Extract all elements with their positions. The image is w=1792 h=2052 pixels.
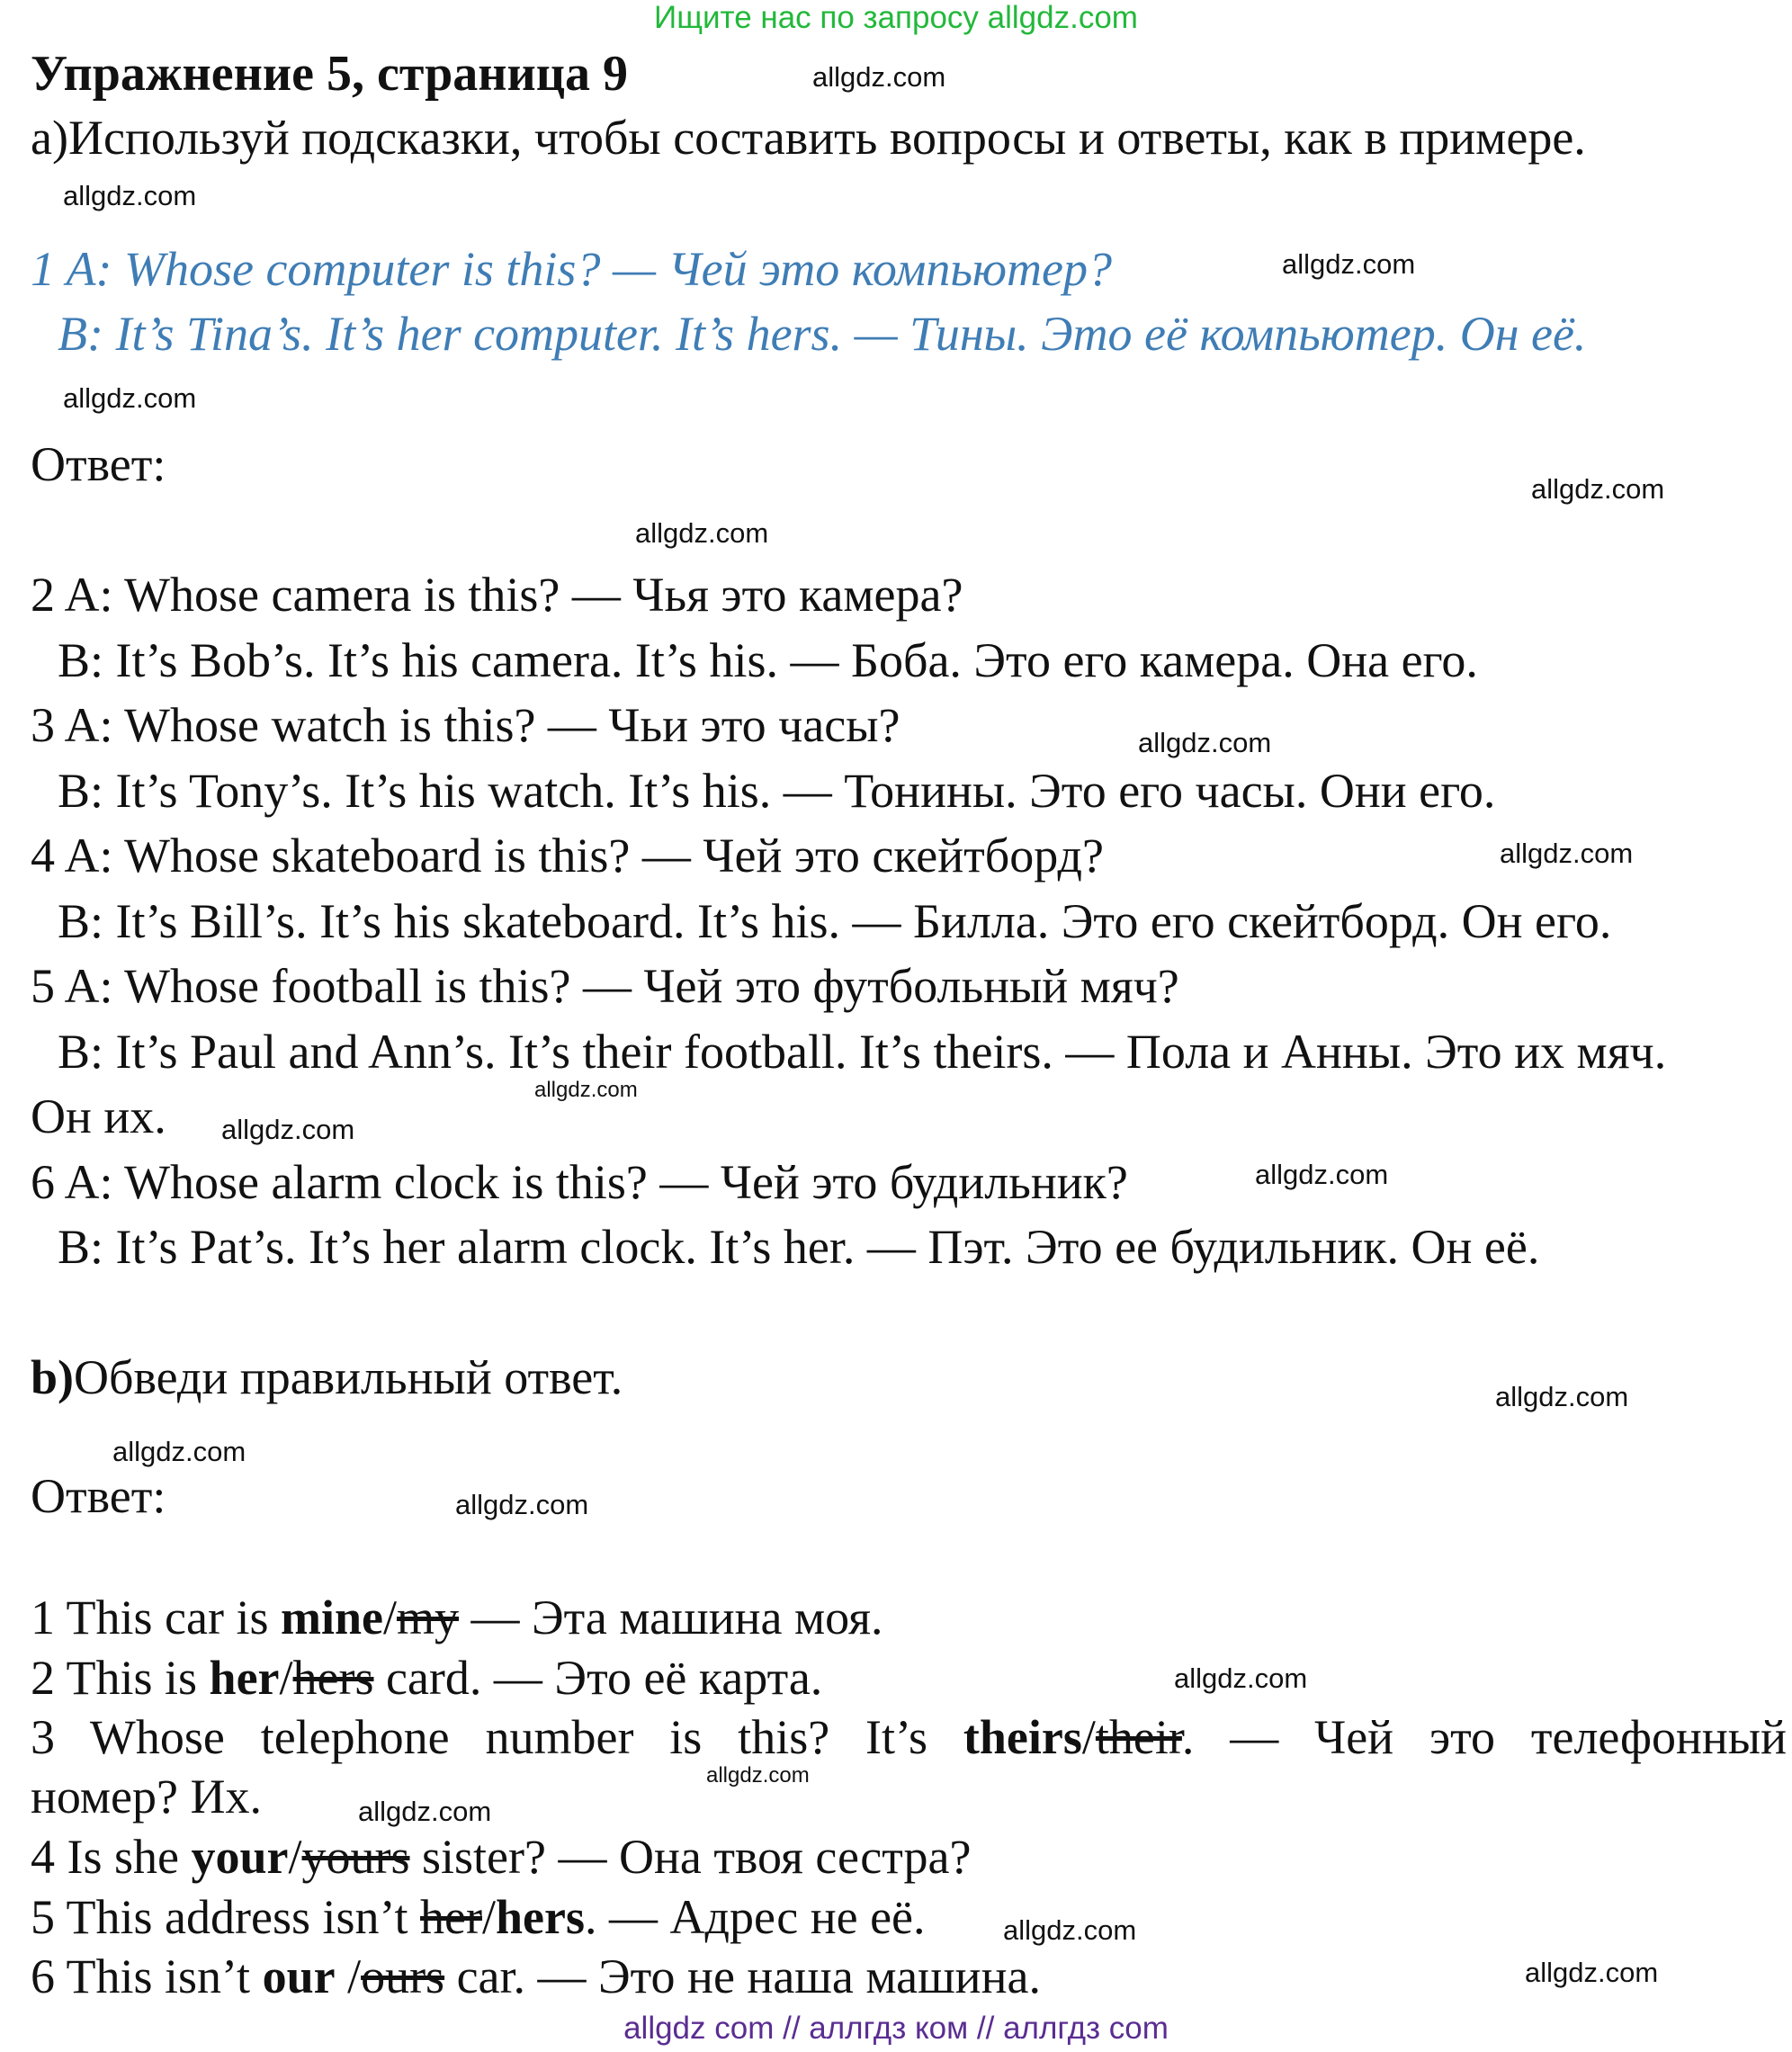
task-b-text: Обведи правильный ответ. bbox=[74, 1350, 623, 1404]
task-a-instruction: a)Используй подсказки, чтобы составить вопросы и ответы, как в примере. bbox=[31, 111, 1586, 165]
task-b-label: b) bbox=[31, 1350, 75, 1404]
correct-choice: mine bbox=[280, 1591, 383, 1644]
watermark: allgdz.com bbox=[63, 180, 197, 211]
task-b-instruction bbox=[31, 1349, 623, 1405]
watermark: allgdz.com bbox=[63, 382, 197, 414]
answer-b-4: 4 Is she your/yours sister? — Она твоя сестра? bbox=[31, 1830, 972, 1884]
wrong-choice: ours bbox=[361, 1949, 445, 2003]
answer-a-3b: B: It’s Tony’s. It’s his watch. It’s his. — Тонины. Это его часы. Они его. bbox=[58, 764, 1496, 818]
footer-watermark[interactable]: allgdz com // аллгдз ком // аллгдз com bbox=[623, 2011, 1169, 2046]
watermark: allgdz.com bbox=[706, 1763, 810, 1788]
answer-b-2: 2 This is her/hers card. — Это её карта. bbox=[31, 1651, 823, 1705]
page-title: Упражнение 5, страница 9 bbox=[31, 46, 629, 102]
answer-label-b: Ответ: bbox=[31, 1469, 166, 1523]
watermark: allgdz.com bbox=[455, 1489, 589, 1520]
answer-a-2q: 2 A: Whose camera is this? — Чья это камера? bbox=[31, 568, 963, 622]
answer-a-5q: 5 A: Whose football is this? — Чей это футбольный мяч? bbox=[31, 959, 1179, 1013]
watermark: allgdz.com bbox=[358, 1796, 492, 1827]
watermark: allgdz.com bbox=[1255, 1159, 1389, 1190]
example-answer: B: It’s Tina’s. It’s her computer. It’s hers. — Тины. Это её компьютер. Он её. bbox=[58, 307, 1587, 361]
answer-b-1: 1 This car is mine/my — Эта машина моя. bbox=[31, 1591, 883, 1644]
answer-a-5b: B: It’s Paul and Ann’s. It’s their football. It’s theirs. — Пола и Анны. Это их мяч. bbox=[58, 1025, 1667, 1079]
watermark: allgdz.com bbox=[1500, 838, 1634, 869]
top-banner[interactable]: Ищите нас по запросу allgdz.com bbox=[654, 0, 1138, 35]
watermark: allgdz.com bbox=[534, 1078, 638, 1102]
answer-b-5: 5 This address isn’t her/hers. — Адрес не её. bbox=[31, 1890, 926, 1944]
wrong-choice: yours bbox=[301, 1830, 410, 1884]
watermark: allgdz.com bbox=[221, 1114, 355, 1145]
answer-a-6q: 6 A: Whose alarm clock is this? — Чей это будильник? bbox=[31, 1155, 1128, 1209]
answer-a-6b: B: It’s Pat’s. It’s her alarm clock. It’s her. — Пэт. Это ее будильник. Он её. bbox=[58, 1220, 1540, 1274]
answer-a-5b-cont: Он их. bbox=[31, 1089, 166, 1143]
watermark: allgdz.com bbox=[1495, 1381, 1629, 1412]
wrong-choice: their bbox=[1095, 1710, 1182, 1764]
wrong-choice: her bbox=[420, 1890, 482, 1944]
correct-choice: hers bbox=[495, 1890, 585, 1944]
answer-a-4q: 4 A: Whose skateboard is this? — Чей это скейтборд? bbox=[31, 829, 1104, 883]
watermark: allgdz.com bbox=[1174, 1662, 1308, 1694]
answer-a-3q: 3 A: Whose watch is this? — Чьи это часы? bbox=[31, 698, 900, 752]
correct-choice: theirs bbox=[963, 1710, 1082, 1764]
wrong-choice: hers bbox=[292, 1651, 374, 1705]
answer-b-3-cont: номер? Их. bbox=[31, 1770, 262, 1824]
watermark: allgdz.com bbox=[1282, 248, 1416, 280]
correct-choice: your bbox=[191, 1830, 289, 1884]
answer-b-6: 6 This isn’t our /ours car. — Это не наша машина. bbox=[31, 1949, 1041, 2003]
correct-choice: her bbox=[209, 1651, 280, 1705]
example-question: 1 A: Whose computer is this? — Чей это компьютер? bbox=[31, 242, 1112, 296]
watermark: allgdz.com bbox=[635, 517, 769, 549]
watermark: allgdz.com bbox=[1003, 1914, 1137, 1946]
watermark: allgdz.com bbox=[112, 1436, 246, 1467]
watermark: allgdz.com bbox=[1525, 1957, 1659, 1988]
answer-label-a: Ответ: bbox=[31, 437, 166, 491]
watermark: allgdz.com bbox=[812, 61, 946, 93]
wrong-choice: my bbox=[396, 1591, 459, 1644]
answer-b-3: 3 Whose telephone number is this? It’s theirs/their. — Чей это телефонный bbox=[31, 1710, 1787, 1764]
answer-a-4b: B: It’s Bill’s. It’s his skateboard. It’s his. — Билла. Это его скейтборд. Он его. bbox=[58, 894, 1612, 948]
answer-a-2b: B: It’s Bob’s. It’s his camera. It’s his. — Боба. Это его камера. Она его. bbox=[58, 633, 1478, 687]
watermark: allgdz.com bbox=[1138, 727, 1272, 758]
watermark: allgdz.com bbox=[1531, 473, 1665, 505]
correct-choice: our bbox=[262, 1949, 336, 2003]
